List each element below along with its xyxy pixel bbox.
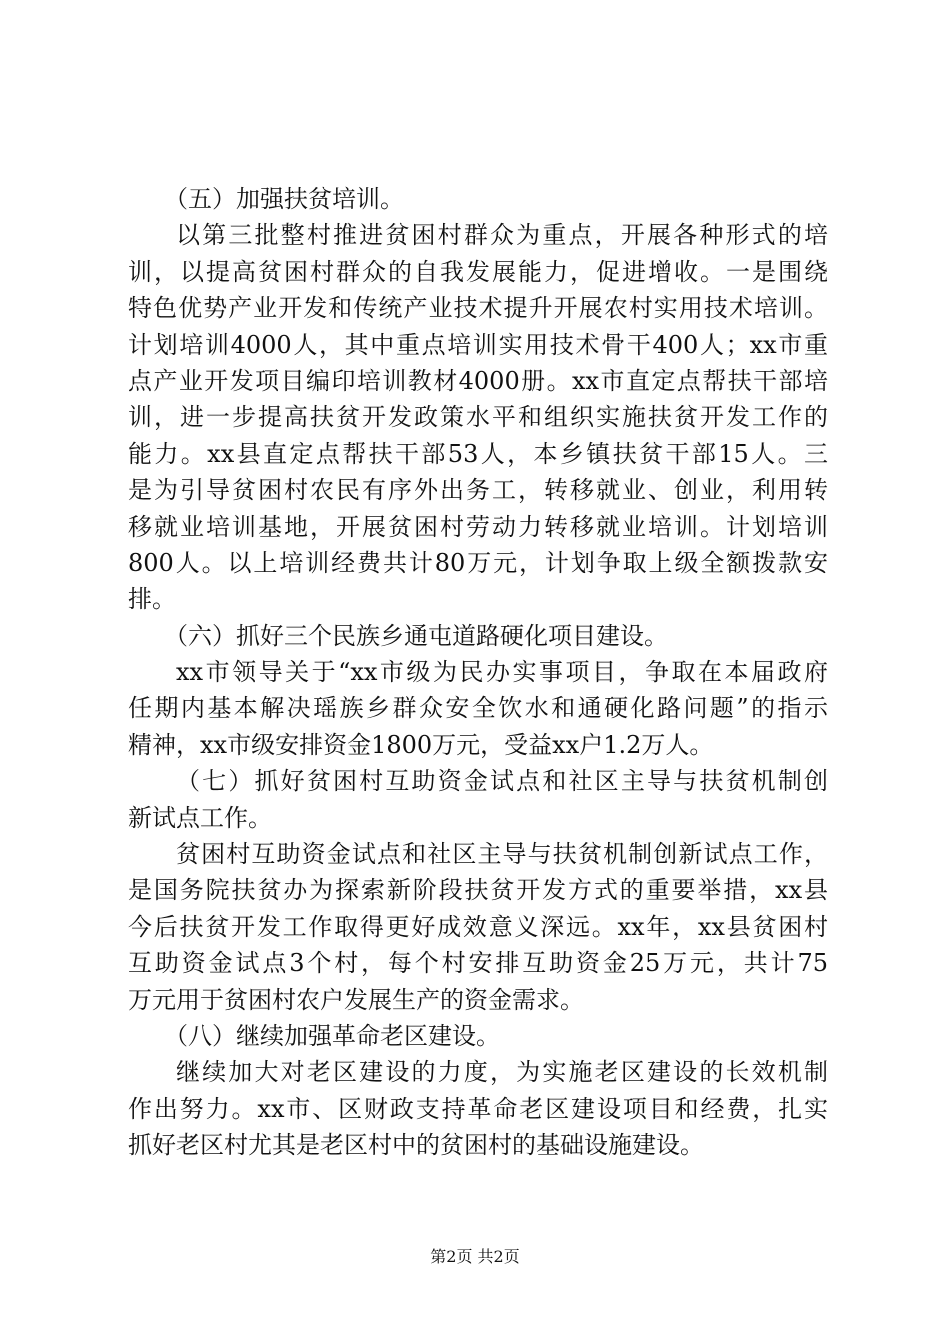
text-line: 继续加大对老区建设的力度，为实施老区建设的长效机制 <box>176 1058 828 1087</box>
text-line: 万元用于贫困村农户发展生产的资金需求。 <box>128 985 584 1014</box>
text-line: 特色优势产业开发和传统产业技术提升开展农村实用技术培训。 <box>128 294 828 323</box>
text-line: 训，以提高贫困村群众的自我发展能力，促进增收。一是围绕 <box>128 257 828 286</box>
text-line: 点产业开发项目编印培训教材4000册。xx市直定点帮扶干部培 <box>128 366 828 395</box>
text-line: 精神，xx市级安排资金1800万元，受益xx户1.2万人。 <box>128 730 714 759</box>
text-line: 以第三批整村推进贫困村群众为重点，开展各种形式的培 <box>176 221 828 250</box>
text-line: 是国务院扶贫办为探索新阶段扶贫开发方式的重要举措，xx县 <box>128 876 828 905</box>
text-line: 任期内基本解决瑶族乡群众安全饮水和通硬化路问题”的指示 <box>128 694 828 723</box>
text-line: 移就业培训基地，开展贫困村劳动力转移就业培训。计划培训 <box>128 512 828 541</box>
text-line: 互助资金试点3个村，每个村安排互助资金25万元，共计75 <box>128 949 828 978</box>
text-line: 今后扶贫开发工作取得更好成效意义深远。xx年，xx县贫困村 <box>128 912 828 941</box>
text-line: 800人。以上培训经费共计80万元，计划争取上级全额拨款安 <box>128 548 828 577</box>
text-line: 排。 <box>128 585 176 614</box>
text-line: 训，进一步提高扶贫开发政策水平和组织实施扶贫开发工作的 <box>128 403 828 432</box>
text-line: 新试点工作。 <box>128 803 272 832</box>
text-line: 能力。xx县直定点帮扶干部53人，本乡镇扶贫干部15人。三 <box>128 439 828 468</box>
text-line: （七）抓好贫困村互助资金试点和社区主导与扶贫机制创 <box>176 767 828 796</box>
text-line: 是为引导贫困村农民有序外出务工，转移就业、创业，利用转 <box>128 476 828 505</box>
text-line: 抓好老区村尤其是老区村中的贫困村的基础设施建设。 <box>128 1131 704 1160</box>
text-line: xx市领导关于“xx市级为民办实事项目，争取在本届政府 <box>176 658 828 687</box>
text-line: 贫困村互助资金试点和社区主导与扶贫机制创新试点工作， <box>176 840 828 869</box>
text-line: 计划培训4000人，其中重点培训实用技术骨干400人；xx市重 <box>128 330 828 359</box>
text-line: 作出努力。xx市、区财政支持革命老区建设项目和经费，扎实 <box>128 1094 828 1123</box>
text-line: （五）加强扶贫培训。 <box>164 185 404 213</box>
text-line: （六）抓好三个民族乡通屯道路硬化项目建设。 <box>164 621 668 650</box>
page-footer: 第2页 共2页 <box>430 1247 520 1266</box>
document-body <box>128 181 828 1164</box>
text-line: （八）继续加强革命老区建设。 <box>164 1021 500 1050</box>
